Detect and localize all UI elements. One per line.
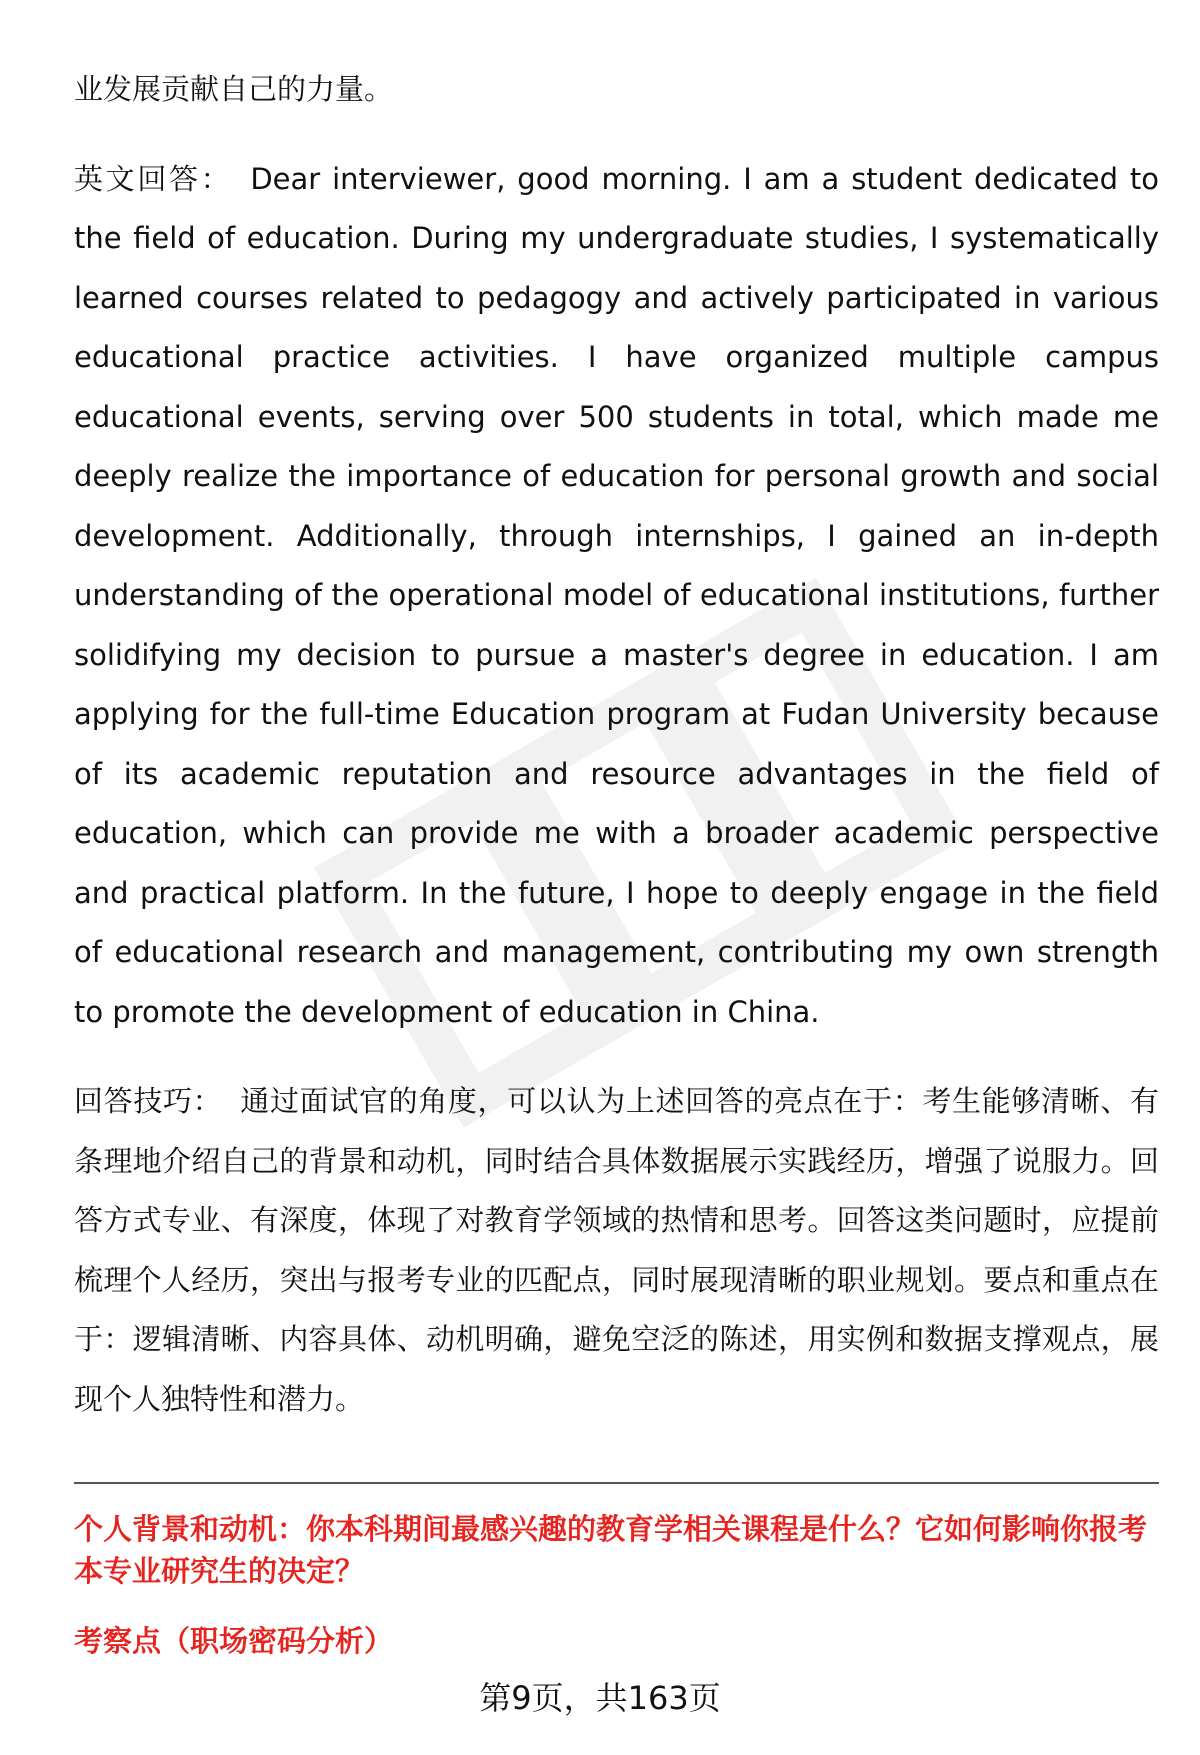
- document-body: [74, 60, 1159, 1429]
- evaluation-point-heading: 考察点（职场密码分析）: [74, 1624, 394, 1658]
- english-answer-paragraph: [74, 150, 1159, 1043]
- next-question-heading: 个人背景和动机：你本科期间最感兴趣的教育学相关课程是什么？它如何影响你报考本专业研究生的决定？: [74, 1512, 1148, 1588]
- answer-tips-text: 通过面试官的角度，可以认为上述回答的亮点在于：考生能够清晰、有条理地介绍自己的背景和动机，同时结合具体数据展示实践经历，增强了说服力。回答方式专业、有深度，体现了对教育学领域的热情和思考。回答这类问题时，应提前梳理个人经历，突出与报考专业的匹配点，同时展现清晰的职业规划。要点和重点在于：逻辑清晰、内容具体、动机明确，避免空泛的陈述，用实例和数据支撑观点，展现个人独特性和潜力。: [74, 1084, 1159, 1416]
- english-answer-text: Dear interviewer, good morning. I am a student dedicated to the field of education. During my undergraduate studies, I systematically learned courses related to pedagogy and actively participated in various educational practice activities. I have organized multiple campus educational events, serving over 500 students in total, which made me deeply realize the importance of education for personal growth and social development. Additionally, through internships, I gained an in-depth understanding of the operational model of educational institutions, further solidifying my decision to pursue a master's degree in education. I am applying for the full-time Education program at Fudan University because of its academic reputation and resource advantages in the field of education, which can provide me with a broader academic perspective and practical platform. In the future, I hope to deeply engage in the field of educational research and management, contributing my own strength to promote the development of education in China.: [74, 161, 1159, 1029]
- answer-tips-label: 回答技巧：: [74, 1084, 223, 1118]
- english-answer-label: 英文回答：: [74, 161, 233, 196]
- answer-tips-paragraph: [74, 1072, 1159, 1429]
- intro-tail-paragraph: 业发展贡献自己的力量。: [74, 72, 394, 106]
- page-indicator: 第9页，共163页: [479, 1679, 721, 1717]
- section-divider: [74, 1482, 1159, 1484]
